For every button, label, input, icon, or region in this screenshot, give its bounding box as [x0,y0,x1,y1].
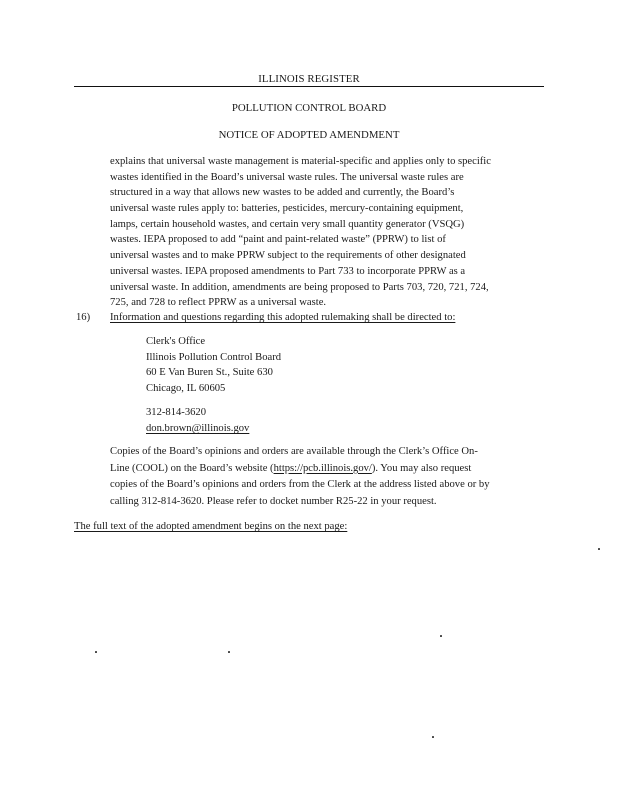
header-rule [74,86,544,87]
register-title: ILLINOIS REGISTER [258,73,360,85]
paragraph-line: calling 312-814-3620. Please refer to docket number R25-22 in your request. [110,495,437,507]
paragraph-line: universal wastes and to make PPRW subject to the requirements of other designated [110,250,466,262]
paragraph-line: wastes. IEPA proposed to add “paint and paint-related waste” (PPRW) to list of [110,234,446,246]
address-line: 60 E Van Buren St., Suite 630 [146,367,273,379]
scan-speck [598,548,600,550]
paragraph-line: universal wastes. IEPA proposed amendments to Part 733 to incorporate PPRW as a [110,265,466,277]
full-text-note: The full text of the adopted amendment begins on the next page: [74,521,348,532]
clerk-address [146,334,446,396]
paragraph-line: copies of the Board’s opinions and orders from the Clerk at the address listed above or by [110,479,490,491]
paragraph-line: structured in a way that allows new wastes to be added and currently, the Board’s [110,187,455,199]
scan-speck [95,651,97,653]
website-link[interactable]: https://pcb.illinois.gov/ [273,462,372,474]
scan-speck [440,635,442,637]
paragraph-line: 725, and 728 to reflect PPRW as a universal waste. [110,297,327,309]
paragraph-line: lamps, certain household wastes, and certain very small quantity generator (VSQG) [110,218,465,230]
notice-title: NOTICE OF ADOPTED AMENDMENT [218,129,400,141]
contact-info [146,405,446,437]
scan-speck [432,736,434,738]
address-line: Clerk's Office [146,336,206,347]
paragraph-line: universal waste rules apply to: batteries, pesticides, mercury-containing equipment, [110,203,464,215]
scan-speck [228,651,230,653]
address-line: Chicago, IL 60605 [146,382,226,394]
paragraph-line: explains that universal waste management is material-specific and applies only to specific [110,156,491,167]
continuation-paragraph [110,154,550,311]
paragraph-line: Copies of the Board’s opinions and orders are available through the Clerk’s Office On- [110,446,478,457]
email-link[interactable]: don.brown@illinois.gov [146,423,250,434]
address-line: Illinois Pollution Control Board [146,351,282,363]
section-heading: Information and questions regarding this adopted rulemaking shall be directed to: [110,312,456,323]
paragraph-line: Line (COOL) on the Board’s website (https://pcb.illinois.gov/). You may also request [110,462,472,474]
paragraph-line: wastes identified in the Board’s universal waste rules. The universal waste rules are [110,171,464,183]
copies-paragraph [110,444,560,510]
section-number: 16) [76,312,91,323]
board-title: POLLUTION CONTROL BOARD [231,102,387,114]
paragraph-line: universal waste. In addition, amendments are being proposed to Parts 703, 720, 721, 724, [110,281,489,293]
phone-number: 312-814-3620 [146,407,207,418]
